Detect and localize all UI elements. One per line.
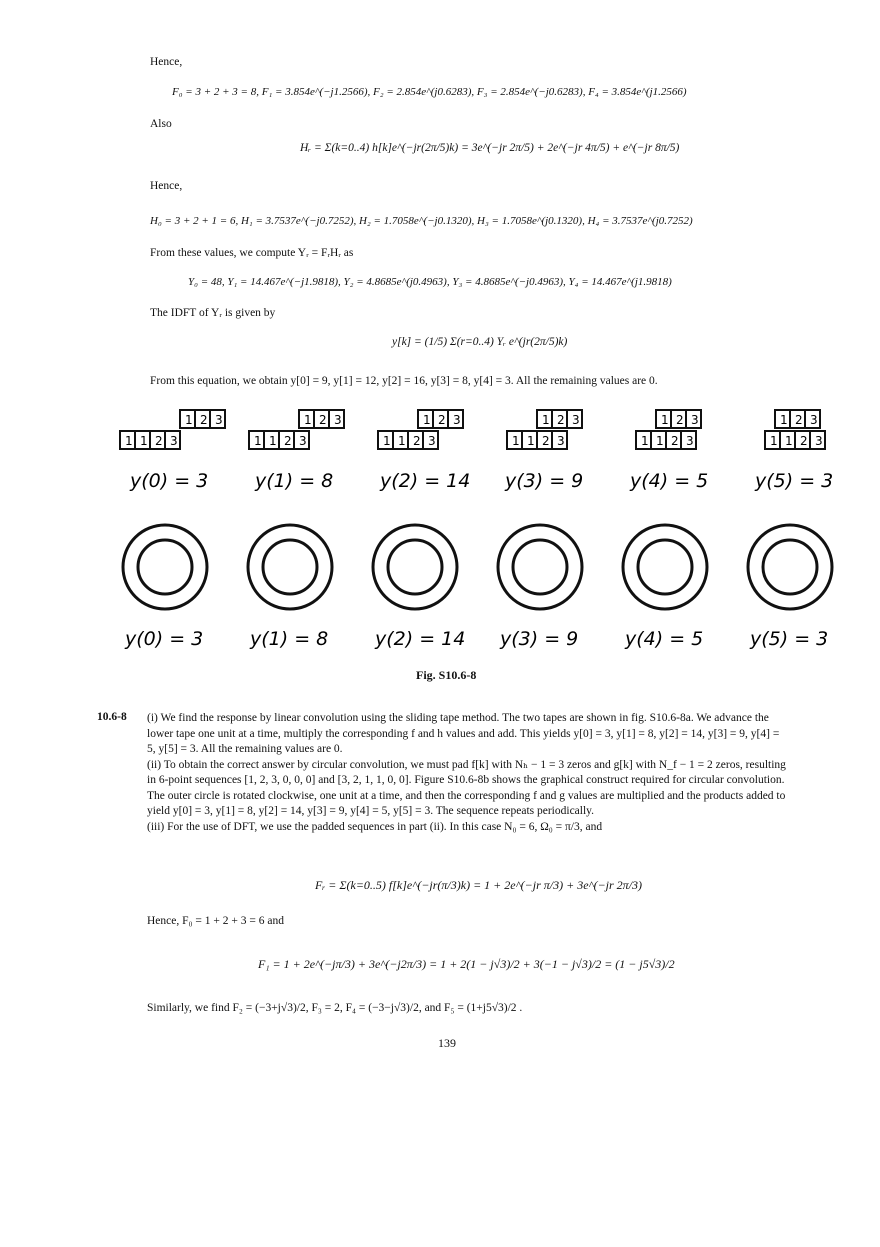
tape-bottom-value: 1 bbox=[269, 434, 277, 448]
circle-pair-2 bbox=[373, 525, 465, 650]
tape-pair-4 bbox=[629, 410, 708, 492]
tape-bottom-value: 2 bbox=[800, 434, 808, 448]
tape-bottom-value: 1 bbox=[383, 434, 391, 448]
hence-f0-text: Hence, F₀ = 1 + 2 + 3 = 6 and bbox=[147, 915, 284, 927]
outer-circle bbox=[123, 525, 207, 609]
outer-circle bbox=[248, 525, 332, 609]
tape-result-label: y(4) = 5 bbox=[630, 470, 709, 492]
tape-top-value: 2 bbox=[319, 413, 327, 427]
tape-bottom-value: 1 bbox=[254, 434, 262, 448]
page-number: 139 bbox=[438, 1036, 456, 1050]
problem-body bbox=[147, 711, 787, 835]
tape-pair-2 bbox=[378, 410, 470, 492]
tape-top-value: 3 bbox=[810, 413, 818, 427]
h-values-equation: H₀ = 3 + 2 + 1 = 6, H₁ = 3.7537e^(−j0.7252), H₂ = 1.7058e^(−j0.1320), H₃ = 1.7058e^(j0.1320), H₄ = 3.7537e^(j0.7252) bbox=[150, 215, 693, 227]
tape-result-label: y(0) = 3 bbox=[130, 470, 209, 492]
y-values-equation: Y₀ = 48, Y₁ = 14.467e^(−j1.9818), Y₂ = 4.8685e^(j0.4963), Y₃ = 4.8685e^(−j0.4963), Y₄ = 14.467e^(j1.9818) bbox=[188, 276, 672, 288]
tape-top-value: 2 bbox=[557, 413, 565, 427]
tape-bottom-value: 3 bbox=[170, 434, 178, 448]
fr-formula: Fᵣ = Σ(k=0..5) f[k]e^(−jr(π/3)k) = 1 + 2e^(−jr π/3) + 3e^(−jr 2π/3) bbox=[315, 878, 643, 892]
tape-bottom-value: 1 bbox=[641, 434, 649, 448]
compute-y-text: From these values, we compute Yᵣ = FᵣHᵣ as bbox=[150, 247, 354, 259]
tape-bottom-value: 1 bbox=[527, 434, 535, 448]
tape-bottom-value: 1 bbox=[785, 434, 793, 448]
inner-circle bbox=[138, 540, 192, 594]
circle-result-label: y(0) = 3 bbox=[125, 628, 204, 650]
inner-circle bbox=[513, 540, 567, 594]
tape-top-value: 3 bbox=[334, 413, 342, 427]
tape-bottom-value: 3 bbox=[815, 434, 823, 448]
tape-top-value: 3 bbox=[453, 413, 461, 427]
tape-pair-1 bbox=[249, 410, 344, 492]
tape-top-value: 1 bbox=[304, 413, 312, 427]
inner-circle bbox=[638, 540, 692, 594]
tape-bottom-value: 2 bbox=[155, 434, 163, 448]
tape-pair-3 bbox=[504, 410, 583, 492]
tape-bottom-value: 2 bbox=[671, 434, 679, 448]
idft-intro-text: The IDFT of Yᵣ is given by bbox=[150, 307, 276, 319]
circle-result-label: y(4) = 5 bbox=[625, 628, 704, 650]
tape-top-value: 2 bbox=[438, 413, 446, 427]
figure-caption: Fig. S10.6-8 bbox=[416, 668, 477, 682]
tape-top-value: 1 bbox=[661, 413, 669, 427]
tape-bottom-value: 3 bbox=[686, 434, 694, 448]
circle-pair-0 bbox=[123, 525, 207, 650]
tape-pair-5 bbox=[754, 410, 833, 492]
outer-circle bbox=[373, 525, 457, 609]
part-ii-text: (ii) To obtain the correct answer by circular convolution, we must pad f[k] with Nₕ − 1 = 3 zeros and g[k] with N_f − 1 = 2 zeros, resulting in 6-point sequences [1, 2, 3, 0, 0, 0] and [3, 2, 1, 1, 0, 0]. Figure S10.6-8b shows the graphical construct required for circular convolution. The outer circle is rotated clockwise, one unit at a time, and then the corresponding f and g values are multiplied and the products added to yield y[0] = 3, y[1] = 8, y[2] = 14, y[3] = 9, y[4] = 5, y[5] = 3. The sequence repeats periodically. bbox=[147, 758, 786, 817]
tape-result-label: y(3) = 9 bbox=[505, 470, 584, 492]
tape-bottom-value: 2 bbox=[542, 434, 550, 448]
tape-top-value: 1 bbox=[423, 413, 431, 427]
tape-bottom-value: 3 bbox=[299, 434, 307, 448]
tape-top-value: 3 bbox=[691, 413, 699, 427]
f1-formula: F₁ = 1 + 2e^(−jπ/3) + 3e^(−j2π/3) = 1 + 2(1 − j√3)/2 + 3(−1 − j√3)/2 = (1 − j5√3)/2 bbox=[258, 957, 675, 971]
circular-convolution-figure bbox=[100, 505, 860, 655]
tape-result-label: y(5) = 3 bbox=[755, 470, 834, 492]
circle-pair-4 bbox=[623, 525, 707, 650]
tape-result-label: y(1) = 8 bbox=[255, 470, 334, 492]
tape-top-value: 2 bbox=[795, 413, 803, 427]
tape-top-value: 1 bbox=[185, 413, 193, 427]
inner-circle bbox=[263, 540, 317, 594]
tape-result-label: y(2) = 14 bbox=[380, 470, 471, 492]
f-values-equation: F₀ = 3 + 2 + 3 = 8, F₁ = 3.854e^(−j1.2566), F₂ = 2.854e^(j0.6283), F₃ = 2.854e^(−j0.6283), F₄ = 3.854e^(j1.2566) bbox=[172, 86, 687, 98]
circle-result-label: y(5) = 3 bbox=[750, 628, 829, 650]
tape-bottom-value: 1 bbox=[770, 434, 778, 448]
tape-top-value: 3 bbox=[215, 413, 223, 427]
hence-label-1: Hence, bbox=[150, 56, 183, 68]
tape-top-value: 2 bbox=[200, 413, 208, 427]
circle-result-label: y(3) = 9 bbox=[500, 628, 579, 650]
circle-pair-1 bbox=[248, 525, 332, 650]
inner-circle bbox=[388, 540, 442, 594]
outer-circle bbox=[623, 525, 707, 609]
similarly-text: Similarly, we find F₂ = (−3+j√3)/2, F₃ = 2, F₄ = (−3−j√3)/2, and F₅ = (1+j5√3)/2 . bbox=[147, 1002, 523, 1014]
tape-bottom-value: 3 bbox=[428, 434, 436, 448]
circle-pair-5 bbox=[748, 525, 832, 650]
hence-label-2: Hence, bbox=[150, 180, 183, 192]
tape-bottom-value: 2 bbox=[413, 434, 421, 448]
inner-circle bbox=[763, 540, 817, 594]
h-sum-equation: Hᵣ = Σ(k=0..4) h[k]e^(−jr(2π/5)k) = 3e^(−jr 2π/5) + 2e^(−jr 4π/5) + e^(−jr 8π/5) bbox=[300, 142, 680, 154]
outer-circle bbox=[498, 525, 582, 609]
part-iii-text: (iii) For the use of DFT, we use the padded sequences in part (ii). In this case N₀ = 6, Ω₀ = π/3, and bbox=[147, 820, 603, 833]
tape-bottom-value: 1 bbox=[512, 434, 520, 448]
tape-pair-0 bbox=[120, 410, 225, 492]
circle-result-label: y(1) = 8 bbox=[250, 628, 329, 650]
tape-bottom-value: 3 bbox=[557, 434, 565, 448]
problem-number: 10.6-8 bbox=[97, 711, 127, 723]
part-i-text: (i) We find the response by linear convolution using the sliding tape method. The two tapes are shown in fig. S10.6-8a. We advance the lower tape one unit at a time, multiply the corresponding f and h values and add. This yields y[0] = 3, y[1] = 8, y[2] = 14, y[3] = 9, y[4] = 5, y[5] = 3. All the remaining values are 0. bbox=[147, 712, 780, 755]
outer-circle bbox=[748, 525, 832, 609]
tape-bottom-value: 1 bbox=[140, 434, 148, 448]
sliding-tape-figure bbox=[110, 405, 870, 505]
tape-top-value: 1 bbox=[542, 413, 550, 427]
tape-bottom-value: 1 bbox=[656, 434, 664, 448]
also-label: Also bbox=[150, 118, 172, 130]
tape-top-value: 3 bbox=[572, 413, 580, 427]
idft-result-text: From this equation, we obtain y[0] = 9, y[1] = 12, y[2] = 16, y[3] = 8, y[4] = 3. All the remaining values are 0. bbox=[150, 375, 658, 387]
tape-bottom-value: 2 bbox=[284, 434, 292, 448]
tape-bottom-value: 1 bbox=[398, 434, 406, 448]
tape-top-value: 1 bbox=[780, 413, 788, 427]
tape-top-value: 2 bbox=[676, 413, 684, 427]
idft-formula: y[k] = (1/5) Σ(r=0..4) Yᵣ e^(jr(2π/5)k) bbox=[392, 336, 568, 348]
tape-bottom-value: 1 bbox=[125, 434, 133, 448]
circle-result-label: y(2) = 14 bbox=[375, 628, 466, 650]
circle-pair-3 bbox=[498, 525, 582, 650]
